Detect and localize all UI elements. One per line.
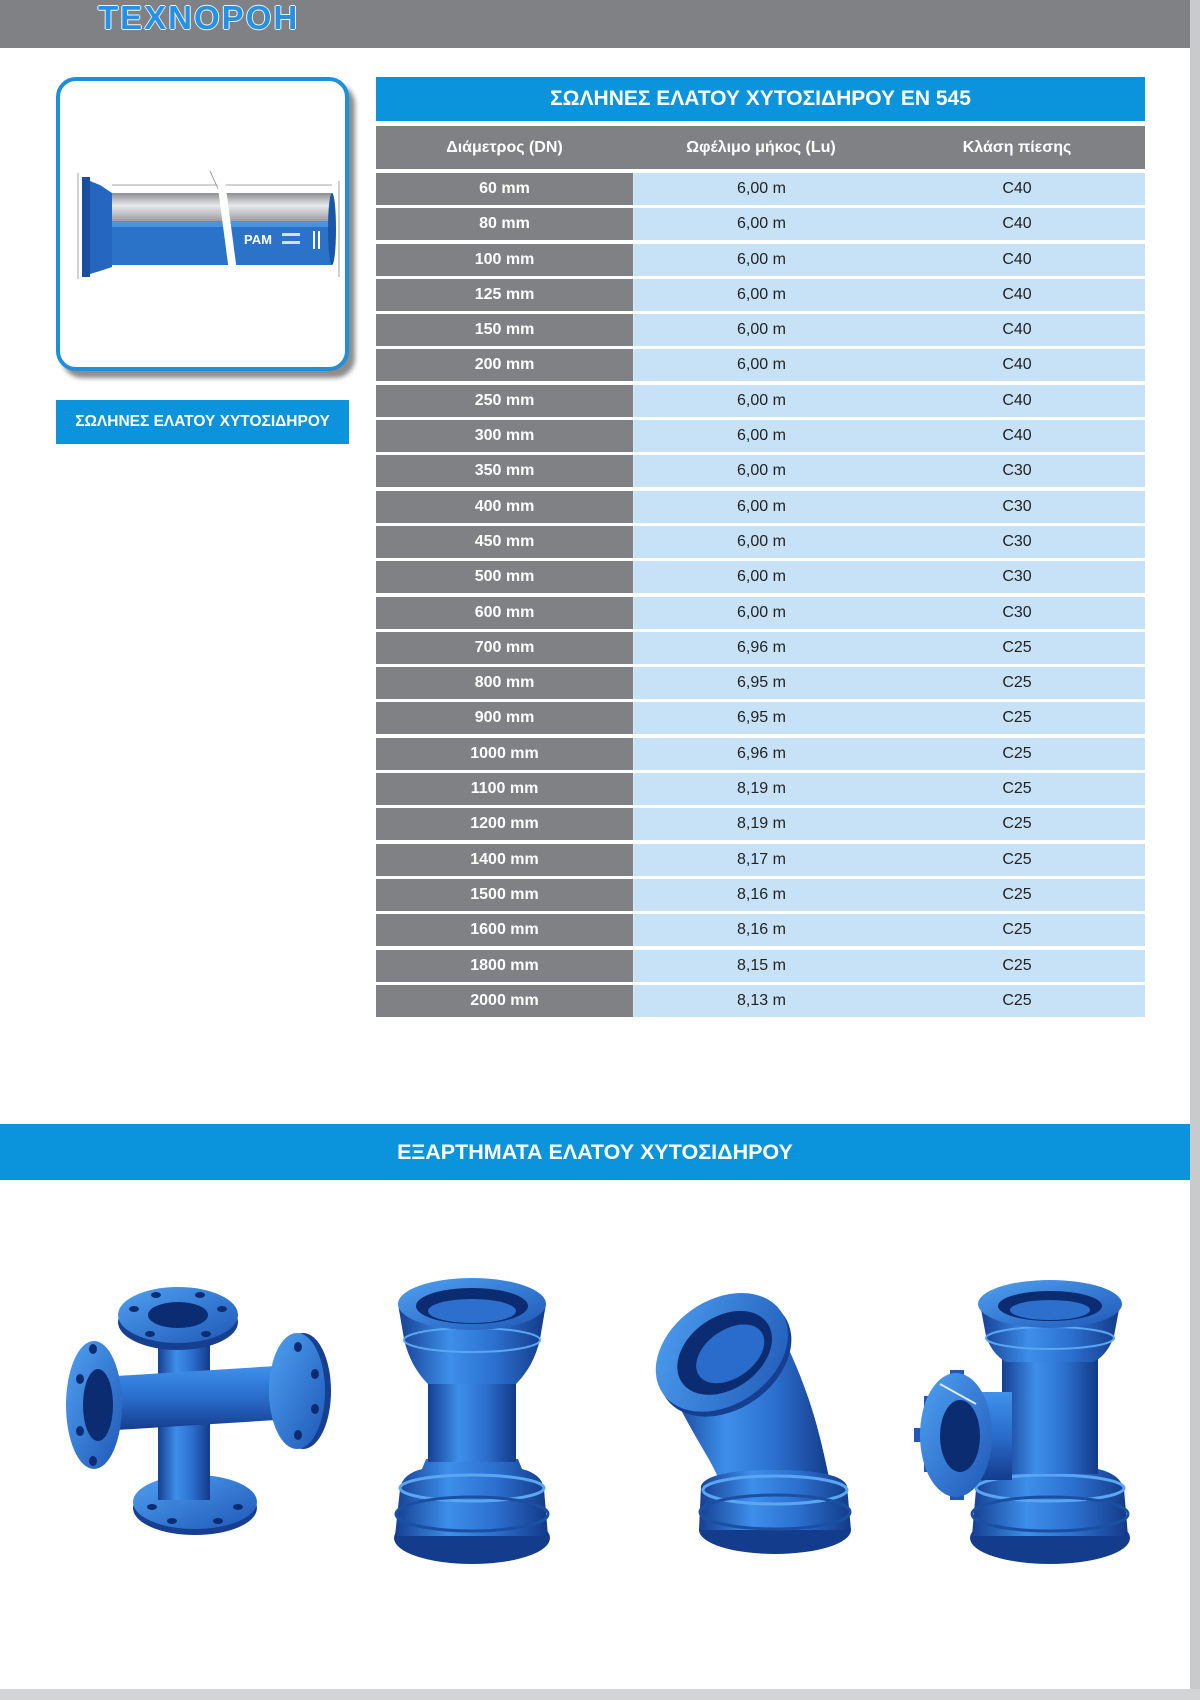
column-header-diameter: Διάμετρος (DN)	[446, 138, 563, 156]
diameter-cell: 1600 mm	[376, 914, 633, 946]
length-cell: 8,15 m	[633, 950, 889, 982]
table-row	[376, 349, 1145, 381]
diameter-cell: 400 mm	[376, 491, 633, 523]
fittings-section-title: ΕΞΑΡΤΗΜΑΤΑ ΕΛΑΤΟΥ ΧΥΤΟΣΙΔΗΡΟΥ	[0, 1124, 1190, 1180]
length-cell: 6,00 m	[633, 420, 889, 452]
column-header-length: Ωφέλιμο μήκος (Lu)	[686, 138, 836, 156]
table-title: ΣΩΛΗΝΕΣ ΕΛΑΤΟΥ ΧΥΤΟΣΙΔΗΡΟΥ EN 545	[376, 77, 1145, 121]
table-row	[376, 597, 1145, 629]
pressure-class-cell: C25	[889, 879, 1145, 911]
table-row	[376, 244, 1145, 276]
diameter-cell: 1000 mm	[376, 738, 633, 770]
diameter-cell: 300 mm	[376, 420, 633, 452]
pressure-class-cell: C40	[889, 385, 1145, 417]
pipe-drawing-icon	[60, 81, 345, 367]
diameter-cell: 350 mm	[376, 455, 633, 487]
diameter-cell: 2000 mm	[376, 985, 633, 1017]
pressure-class-cell: C25	[889, 844, 1145, 876]
diameter-cell: 500 mm	[376, 561, 633, 593]
length-cell: 6,00 m	[633, 526, 889, 558]
pressure-class-cell: C40	[889, 279, 1145, 311]
table-row	[376, 879, 1145, 911]
table-row	[376, 279, 1145, 311]
diameter-cell: 1800 mm	[376, 950, 633, 982]
pressure-class-cell: C25	[889, 632, 1145, 664]
diameter-cell: 450 mm	[376, 526, 633, 558]
length-cell: 6,00 m	[633, 349, 889, 381]
column-header-pressure-class: Κλάση πίεσης	[962, 138, 1072, 156]
pressure-class-cell: C40	[889, 314, 1145, 346]
double-socket-fitting-icon	[390, 1274, 553, 1566]
diameter-cell: 1100 mm	[376, 773, 633, 805]
pressure-class-cell: C30	[889, 526, 1145, 558]
length-cell: 6,00 m	[633, 491, 889, 523]
table-row	[376, 314, 1145, 346]
table-row	[376, 702, 1145, 734]
length-cell: 6,95 m	[633, 667, 889, 699]
table-row	[376, 950, 1145, 982]
length-cell: 8,16 m	[633, 879, 889, 911]
pressure-class-cell: C30	[889, 455, 1145, 487]
pressure-class-cell: C30	[889, 561, 1145, 593]
pressure-class-cell: C25	[889, 985, 1145, 1017]
pressure-class-cell: C25	[889, 808, 1145, 840]
pressure-class-cell: C25	[889, 914, 1145, 946]
pressure-class-cell: C25	[889, 773, 1145, 805]
pipe-brand-mark: PAM	[244, 232, 272, 247]
pressure-class-cell: C40	[889, 349, 1145, 381]
diameter-cell: 700 mm	[376, 632, 633, 664]
length-cell: 8,19 m	[633, 808, 889, 840]
diameter-cell: 1200 mm	[376, 808, 633, 840]
length-cell: 6,96 m	[633, 632, 889, 664]
table-row	[376, 561, 1145, 593]
length-cell: 8,13 m	[633, 985, 889, 1017]
top-bar	[0, 0, 1190, 48]
table-header-row	[376, 126, 1145, 169]
diameter-cell: 250 mm	[376, 385, 633, 417]
pressure-class-cell: C30	[889, 597, 1145, 629]
length-cell: 6,96 m	[633, 738, 889, 770]
table-row	[376, 985, 1145, 1017]
diameter-cell: 80 mm	[376, 208, 633, 240]
table-row	[376, 173, 1145, 205]
diameter-cell: 1400 mm	[376, 844, 633, 876]
length-cell: 6,00 m	[633, 244, 889, 276]
table-row	[376, 667, 1145, 699]
table-row	[376, 526, 1145, 558]
diameter-cell: 900 mm	[376, 702, 633, 734]
table-row	[376, 844, 1145, 876]
product-caption-button[interactable]: ΣΩΛΗΝΕΣ ΕΛΑΤΟΥ ΧΥΤΟΣΙΔΗΡΟΥ	[56, 400, 349, 444]
length-cell: 6,00 m	[633, 314, 889, 346]
brand-logo: ΤΕΧΝΟΡΟΗ	[98, 0, 300, 36]
pressure-class-cell: C40	[889, 208, 1145, 240]
length-cell: 6,00 m	[633, 597, 889, 629]
length-cell: 6,00 m	[633, 385, 889, 417]
pipe-product-image	[56, 77, 349, 371]
pressure-class-cell: C40	[889, 244, 1145, 276]
length-cell: 6,00 m	[633, 173, 889, 205]
table-body	[376, 173, 1145, 1017]
length-cell: 6,00 m	[633, 455, 889, 487]
table-row	[376, 914, 1145, 946]
length-cell: 8,19 m	[633, 773, 889, 805]
length-cell: 8,17 m	[633, 844, 889, 876]
diameter-cell: 600 mm	[376, 597, 633, 629]
diameter-cell: 1500 mm	[376, 879, 633, 911]
pipe-spec-table	[376, 77, 1145, 1017]
bottom-edge-strip	[0, 1689, 1200, 1700]
diameter-cell: 200 mm	[376, 349, 633, 381]
length-cell: 6,00 m	[633, 279, 889, 311]
diameter-cell: 125 mm	[376, 279, 633, 311]
diameter-cell: 150 mm	[376, 314, 633, 346]
pressure-class-cell: C30	[889, 491, 1145, 523]
pressure-class-cell: C25	[889, 667, 1145, 699]
right-edge-strip	[1190, 0, 1200, 1700]
table-row	[376, 773, 1145, 805]
diameter-cell: 800 mm	[376, 667, 633, 699]
table-row	[376, 385, 1145, 417]
table-row	[376, 738, 1145, 770]
pressure-class-cell: C25	[889, 702, 1145, 734]
pressure-class-cell: C25	[889, 738, 1145, 770]
length-cell: 6,95 m	[633, 702, 889, 734]
diameter-cell: 60 mm	[376, 173, 633, 205]
pressure-class-cell: C25	[889, 950, 1145, 982]
flanged-tee-fitting-icon	[910, 1274, 1133, 1566]
length-cell: 8,16 m	[633, 914, 889, 946]
pressure-class-cell: C40	[889, 420, 1145, 452]
pressure-class-cell: C40	[889, 173, 1145, 205]
table-row	[376, 455, 1145, 487]
length-cell: 6,00 m	[633, 208, 889, 240]
length-cell: 6,00 m	[633, 561, 889, 593]
bend-fitting-icon	[645, 1274, 856, 1556]
diameter-cell: 100 mm	[376, 244, 633, 276]
table-row	[376, 491, 1145, 523]
cross-fitting-icon	[60, 1279, 336, 1540]
table-row	[376, 808, 1145, 840]
table-row	[376, 632, 1145, 664]
table-row	[376, 420, 1145, 452]
table-row	[376, 208, 1145, 240]
